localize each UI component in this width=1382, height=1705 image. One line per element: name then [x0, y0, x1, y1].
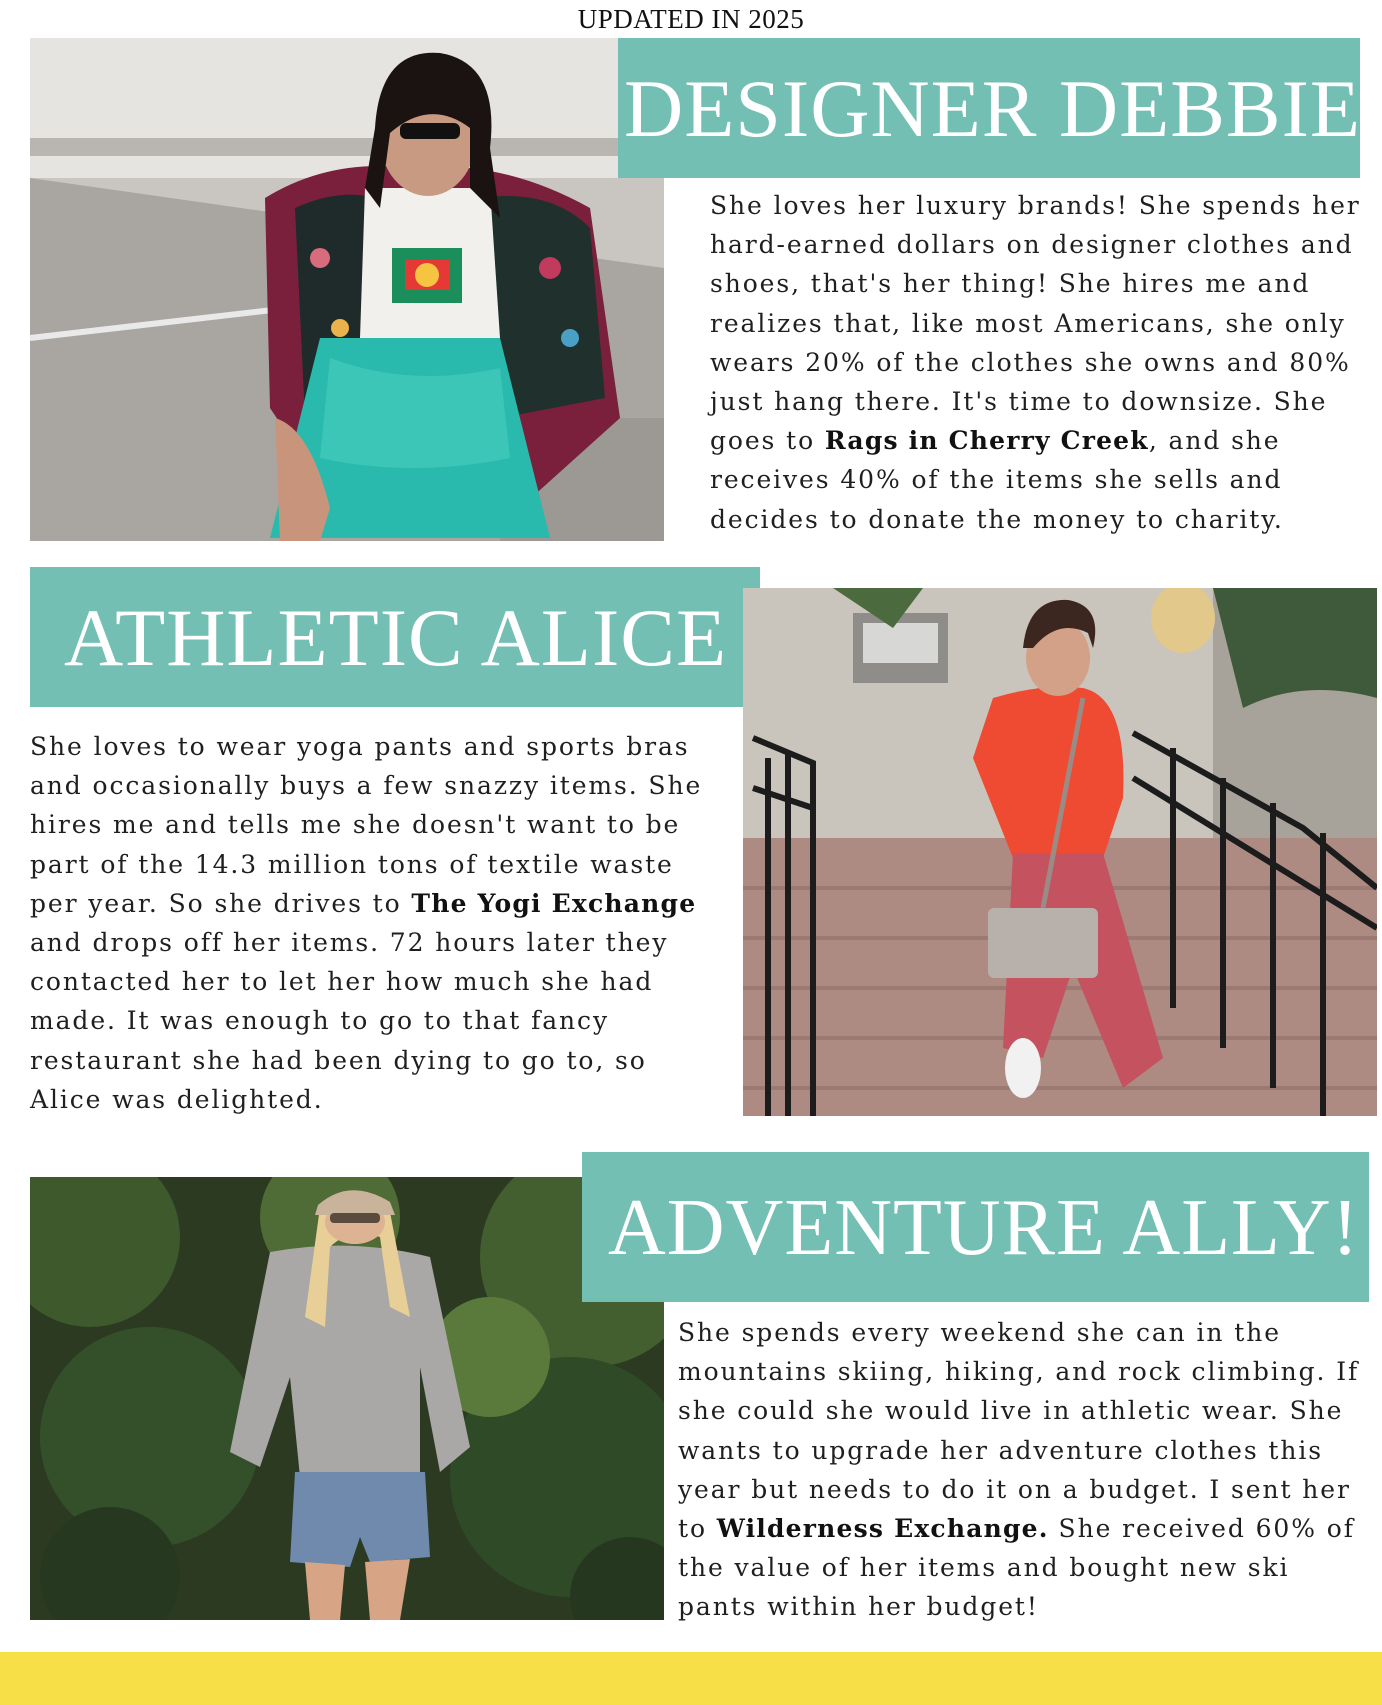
- alice-title: ATHLETIC ALICE: [64, 592, 728, 683]
- ally-title-banner: [582, 1152, 1369, 1302]
- debbie-store: Rags in Cherry Creek: [824, 426, 1149, 456]
- alice-photo: [743, 588, 1377, 1116]
- alice-title-banner: [30, 567, 760, 707]
- ally-photo: [30, 1177, 664, 1620]
- debbie-text-before: She loves her luxury brands! She spends her hard-earned dollars on designer clothes and shoes, that's her thing! She hires me and realizes that, like most Americans, she only wears 20% of the clothes she owns and 80% just hang there. It's time to downsize. She goes to: [710, 191, 1361, 456]
- alice-text-after: and drops off her items. 72 hours later they contacted her to let her how much she had made. It was enough to go to that fancy restaurant she had been dying to go to, so Alice was delighted.: [30, 928, 669, 1114]
- debbie-photo: [30, 38, 664, 541]
- debbie-title-banner: [618, 38, 1360, 178]
- ally-text: [678, 1313, 1373, 1627]
- ally-title: ADVENTURE ALLY!: [608, 1184, 1360, 1272]
- debbie-text: [710, 186, 1372, 539]
- ally-store: Wilderness Exchange.: [716, 1514, 1049, 1544]
- debbie-title: DESIGNER DEBBIE: [624, 63, 1362, 154]
- alice-store: The Yogi Exchange: [411, 888, 697, 918]
- updated-label: UPDATED IN 2025: [577, 4, 805, 34]
- ally-text-before: She spends every weekend she can in the mountains skiing, hiking, and rock climbing. If she could she would live in athletic wear. She wants to upgrade her adventure clothes this year but needs to do it on a budget. I sent her to: [678, 1318, 1360, 1544]
- footer-bar: [0, 1652, 1382, 1705]
- alice-text-before: She loves to wear yoga pants and sports bras and occasionally buys a few snazzy items. She hires me and tells me she doesn't want to be part of the 14.3 million tons of textile waste per year. So she drives to: [30, 732, 703, 918]
- ally-text-after: She received 60% of the value of her items and bought new ski pants within her budget!: [678, 1514, 1355, 1622]
- debbie-text-after: , and she receives 40% of the items she sells and decides to donate the money to charity.: [710, 426, 1284, 534]
- alice-text: [30, 727, 720, 1119]
